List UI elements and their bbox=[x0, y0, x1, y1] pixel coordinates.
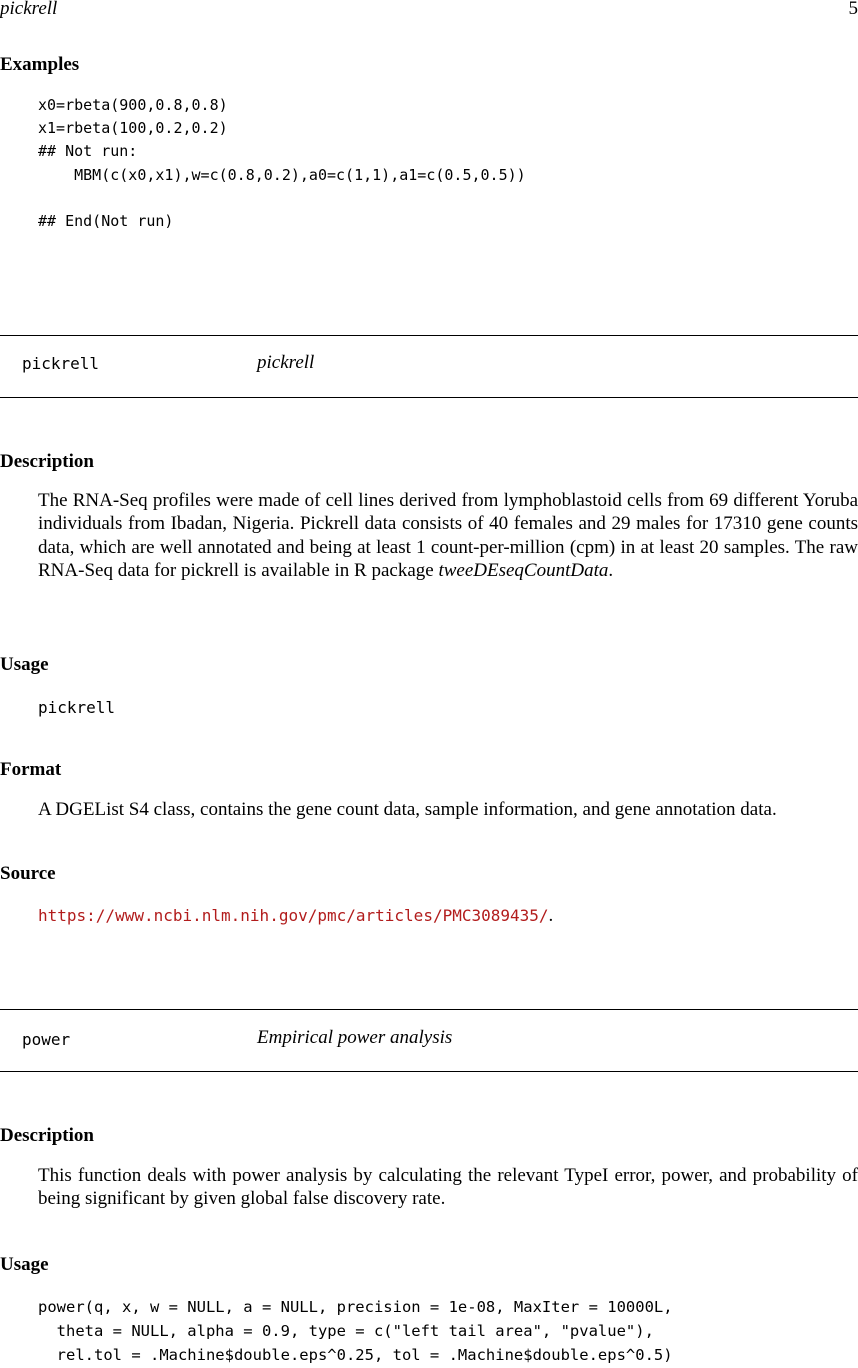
source-link[interactable]: https://www.ncbi.nlm.nih.gov/pmc/articles/PMC3089435/ bbox=[38, 906, 549, 925]
running-title: pickrell bbox=[0, 0, 58, 19]
power-description-heading: Description bbox=[0, 1125, 94, 1146]
power-rule-bottom bbox=[0, 1071, 858, 1072]
format-text: A DGEList S4 class, contains the gene count data, sample information, and gene annotation data. bbox=[38, 799, 777, 820]
power-usage-code: power(q, x, w = NULL, a = NULL, precision = 1e-08, MaxIter = 10000L, theta = NULL, alpha = 0.9, type = c("left tail area", "pvalue"), rel.tol = .Machine$double.eps^0.25, tol = .Machine$double.eps^0.5) bbox=[38, 1298, 673, 1364]
power-title: Empirical power analysis bbox=[257, 1027, 453, 1048]
topic-title: pickrell bbox=[257, 352, 315, 373]
description-text: The RNA-Seq profiles were made of cell lines derived from lymphoblastoid cells from 69 different Yoruba individuals from Ibadan, Nigeria. Pickrell data consists of 40 females and 29 males for 17310 gene counts data, which are well annotated and being at least 1 count-per-million (cpm) in at least 20 samples. The raw RNA-Seq data for pickrell is available in R package bbox=[38, 490, 858, 582]
usage-heading: Usage bbox=[0, 654, 49, 675]
power-description-text: This function deals with power analysis by calculating the relevant TypeI error, power, and probability of being significant by given global false discovery rate. bbox=[38, 1165, 858, 1210]
source-end: . bbox=[548, 905, 554, 926]
topic-rule-top bbox=[0, 335, 858, 336]
source-heading: Source bbox=[0, 863, 56, 884]
format-heading: Format bbox=[0, 759, 62, 780]
examples-heading: Examples bbox=[0, 54, 80, 75]
page-number: 5 bbox=[848, 0, 858, 19]
package-name: tweeDEseqCountData bbox=[438, 560, 609, 582]
description-paragraph bbox=[38, 489, 858, 583]
power-usage-heading: Usage bbox=[0, 1254, 49, 1275]
usage-code: pickrell bbox=[38, 698, 116, 717]
description-heading: Description bbox=[0, 451, 94, 472]
description-end: . bbox=[608, 560, 614, 582]
source-line bbox=[38, 905, 553, 927]
topic-rule-bottom bbox=[0, 397, 858, 398]
power-rule-top bbox=[0, 1009, 858, 1010]
power-name: power bbox=[22, 1030, 71, 1049]
examples-code: x0=rbeta(900,0.8,0.8) x1=rbeta(100,0.2,0.2) ## Not run: MBM(c(x0,x1),w=c(0.8,0.2),a0=c(1,1),a1=c(0.5,0.5)) ## End(Not run) bbox=[38, 96, 526, 231]
topic-name: pickrell bbox=[22, 354, 100, 373]
